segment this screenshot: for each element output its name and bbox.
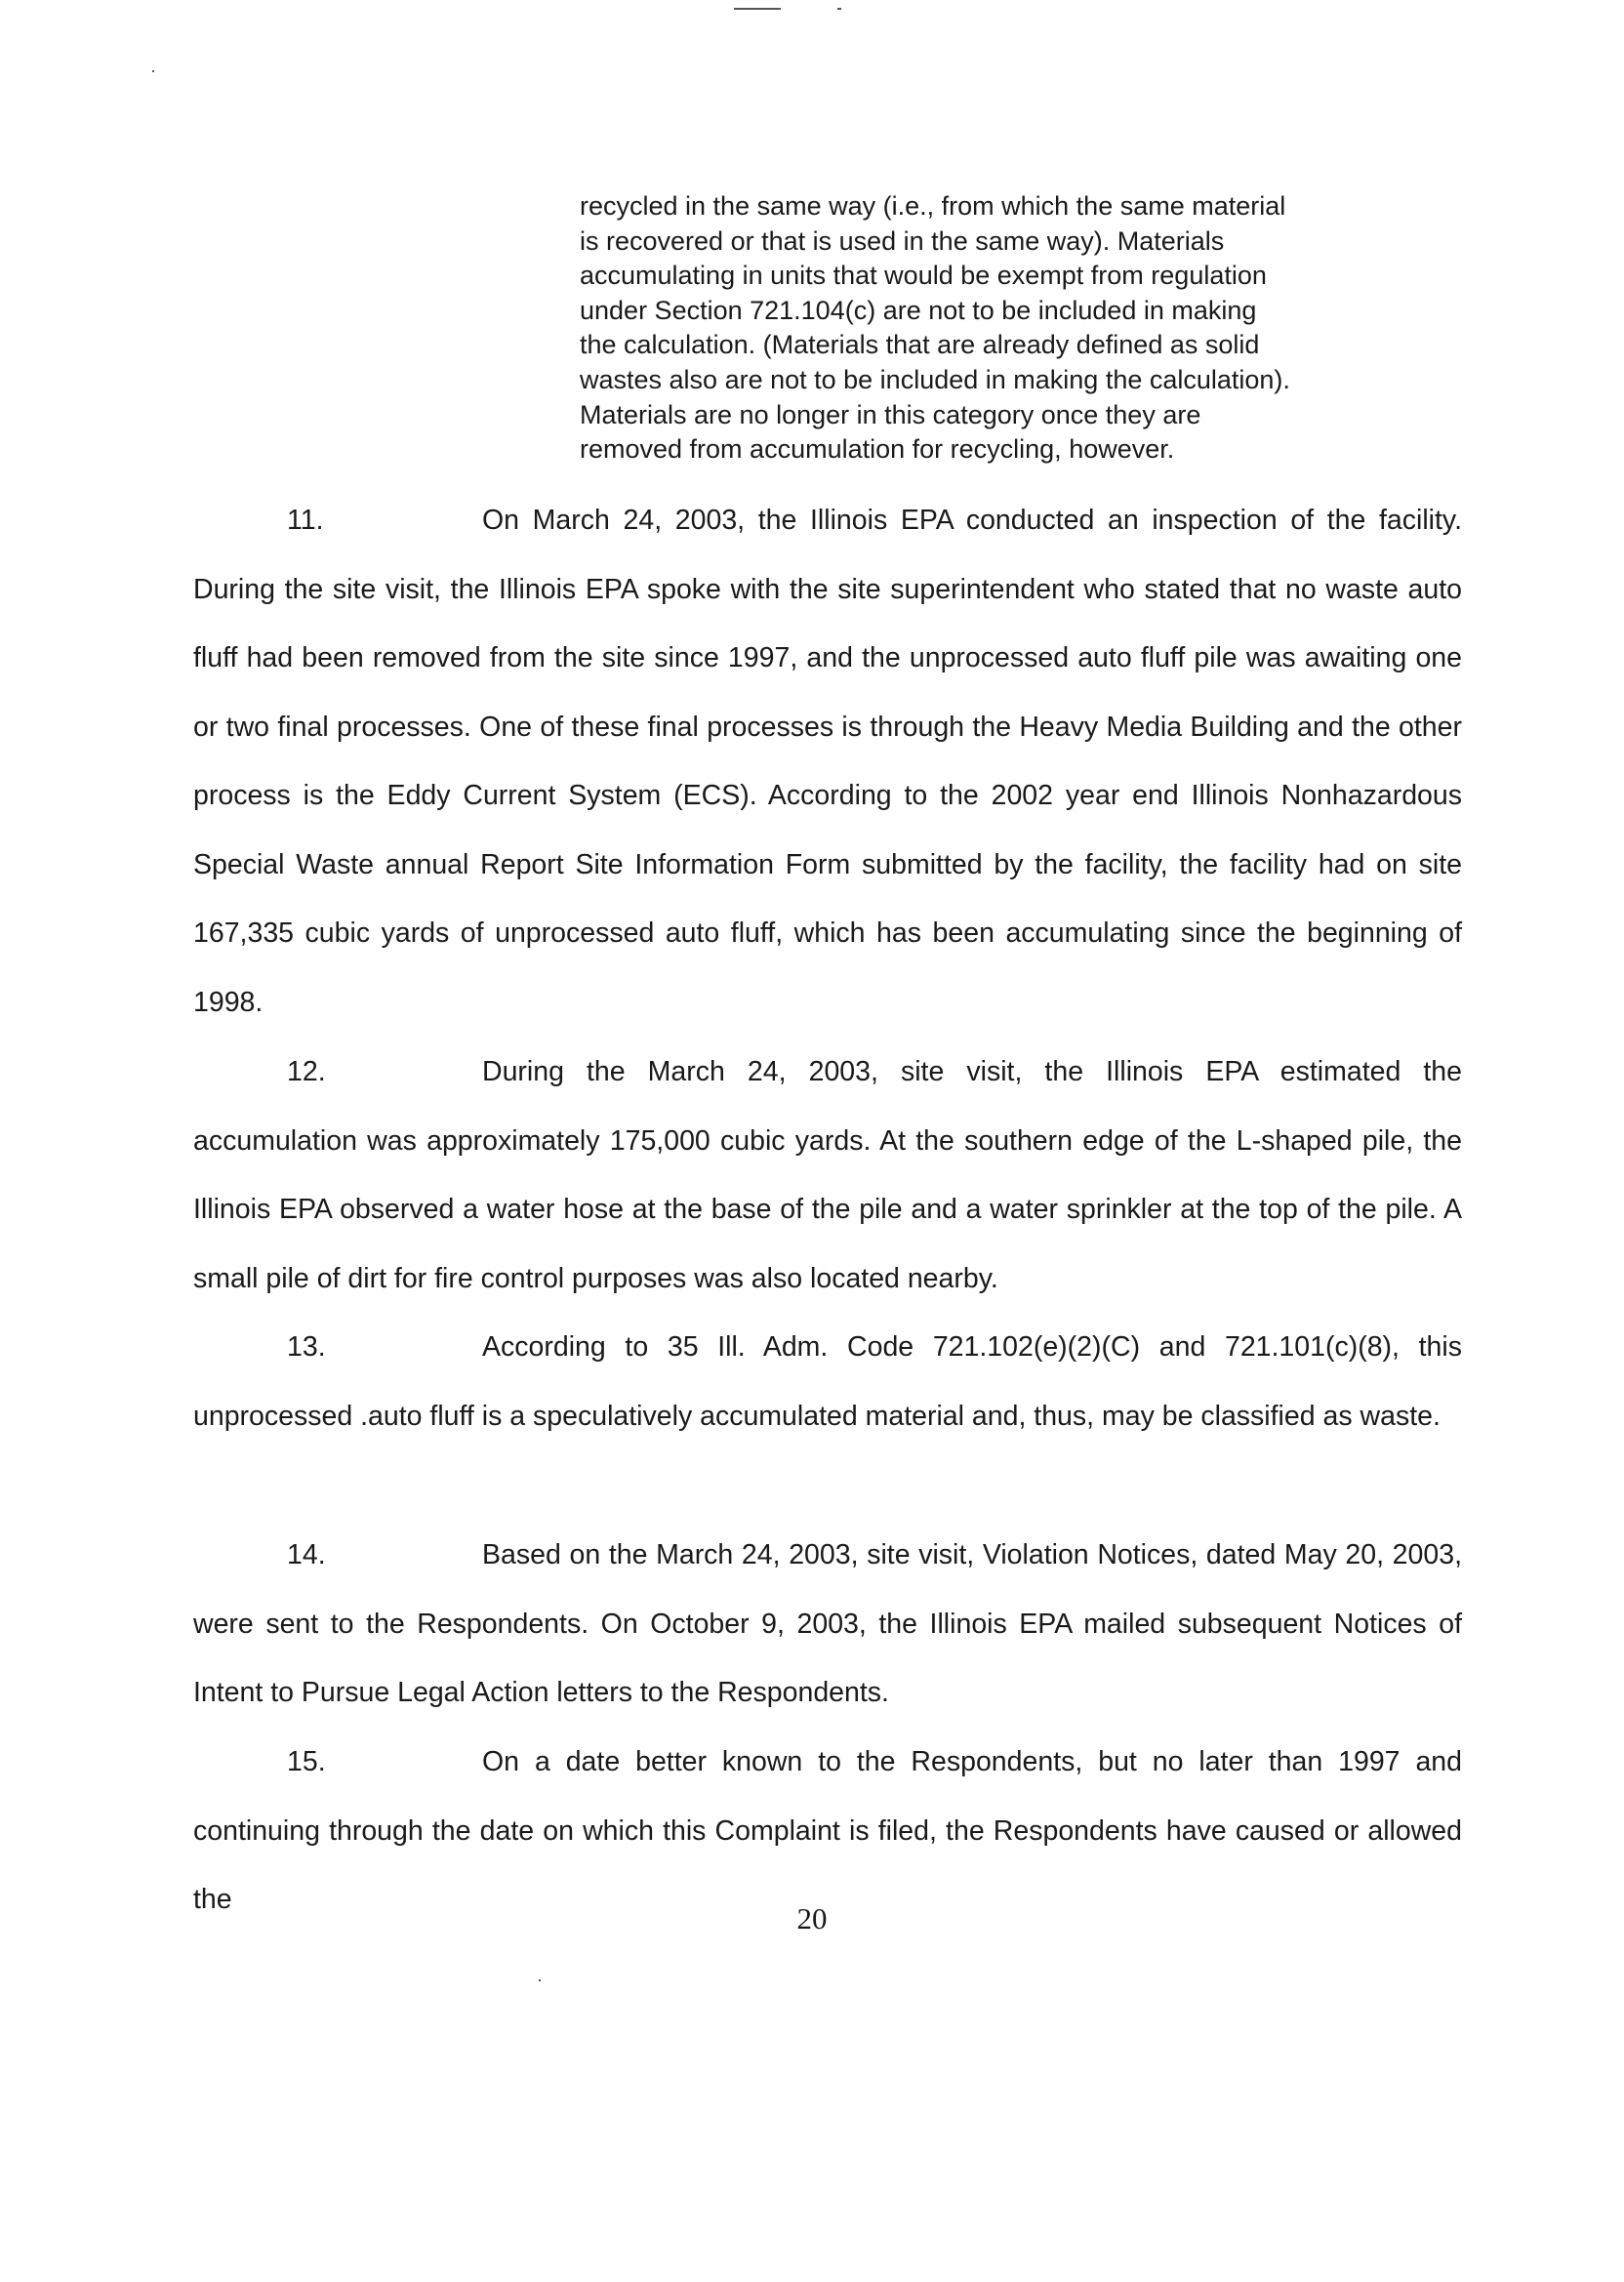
paragraph-11 (193, 486, 1462, 1037)
paragraph-text: On a date better known to the Respondents, but no later than 1997 and continuing through the date on which this Complaint is filed, the Respondents have caused or allowed the (193, 1746, 1462, 1915)
paragraph-number: 14. (287, 1539, 326, 1570)
paragraph-text: Based on the March 24, 2003, site visit, Violation Notices, dated May 20, 2003, were sent to the Respondents. On October 9, 2003, the Illinois EPA mailed subsequent Notices of Intent to Pursue Legal Action letters to the Respondents. (193, 1539, 1462, 1708)
scan-artifact-bottom (539, 1979, 541, 1981)
paragraph-12 (193, 1038, 1462, 1313)
page-number: 20 (796, 1901, 828, 1936)
paragraph-text: On March 24, 2003, the Illinois EPA conducted an inspection of the facility. During the site visit, the Illinois EPA spoke with the site superintendent who stated that no waste auto fluff had been removed from the site since 1997, and the unprocessed auto fluff pile was awaiting one or two final processes. One of these final processes is through the Heavy Media Building and the other process is the Eddy Current System (ECS). According to the 2002 year end Illinois Nonhazardous Special Waste annual Report Site Information Form submitted by the facility, the facility had on site 167,335 cubic yards of unprocessed auto fluff, which has been accumulating since the beginning of 1998. (193, 505, 1462, 1018)
scan-artifact-top-right (837, 8, 841, 10)
paragraph-14 (193, 1521, 1462, 1728)
paragraph-number: 11. (287, 505, 324, 536)
paragraph-text: According to 35 Ill. Adm. Code 721.102(e)(2)(C) and 721.101(c)(8), this unprocessed .auto fluff is a speculatively accumulated material and, thus, may be classified as waste. (193, 1331, 1462, 1432)
paragraph-number: 13. (287, 1331, 326, 1363)
scan-artifact-top (734, 8, 781, 10)
scan-artifact-left (152, 70, 154, 72)
paragraph-13 (193, 1313, 1462, 1450)
paragraph-number: 15. (287, 1746, 326, 1777)
paragraph-text: During the March 24, 2003, site visit, the Illinois EPA estimated the accumulation was approximately 175,000 cubic yards. At the southern edge of the L-shaped pile, the Illinois EPA observed a water hose at the base of the pile and a water sprinkler at the top of the pile. A small pile of dirt for fire control purposes was also located nearby. (193, 1056, 1462, 1294)
paragraph-number: 12. (287, 1056, 326, 1087)
block-quote: recycled in the same way (i.e., from which the same material is recovered or that is used in the same way). Materials accumulating in units that would be exempt from regulation under Section 721.104(c) are not to be included in making the calculation. (Materials that are already defined as solid wastes also are not to be included in making the calculation). Materials are no longer in this category once they are removed from accumulation for recycling, however. (580, 191, 1290, 465)
